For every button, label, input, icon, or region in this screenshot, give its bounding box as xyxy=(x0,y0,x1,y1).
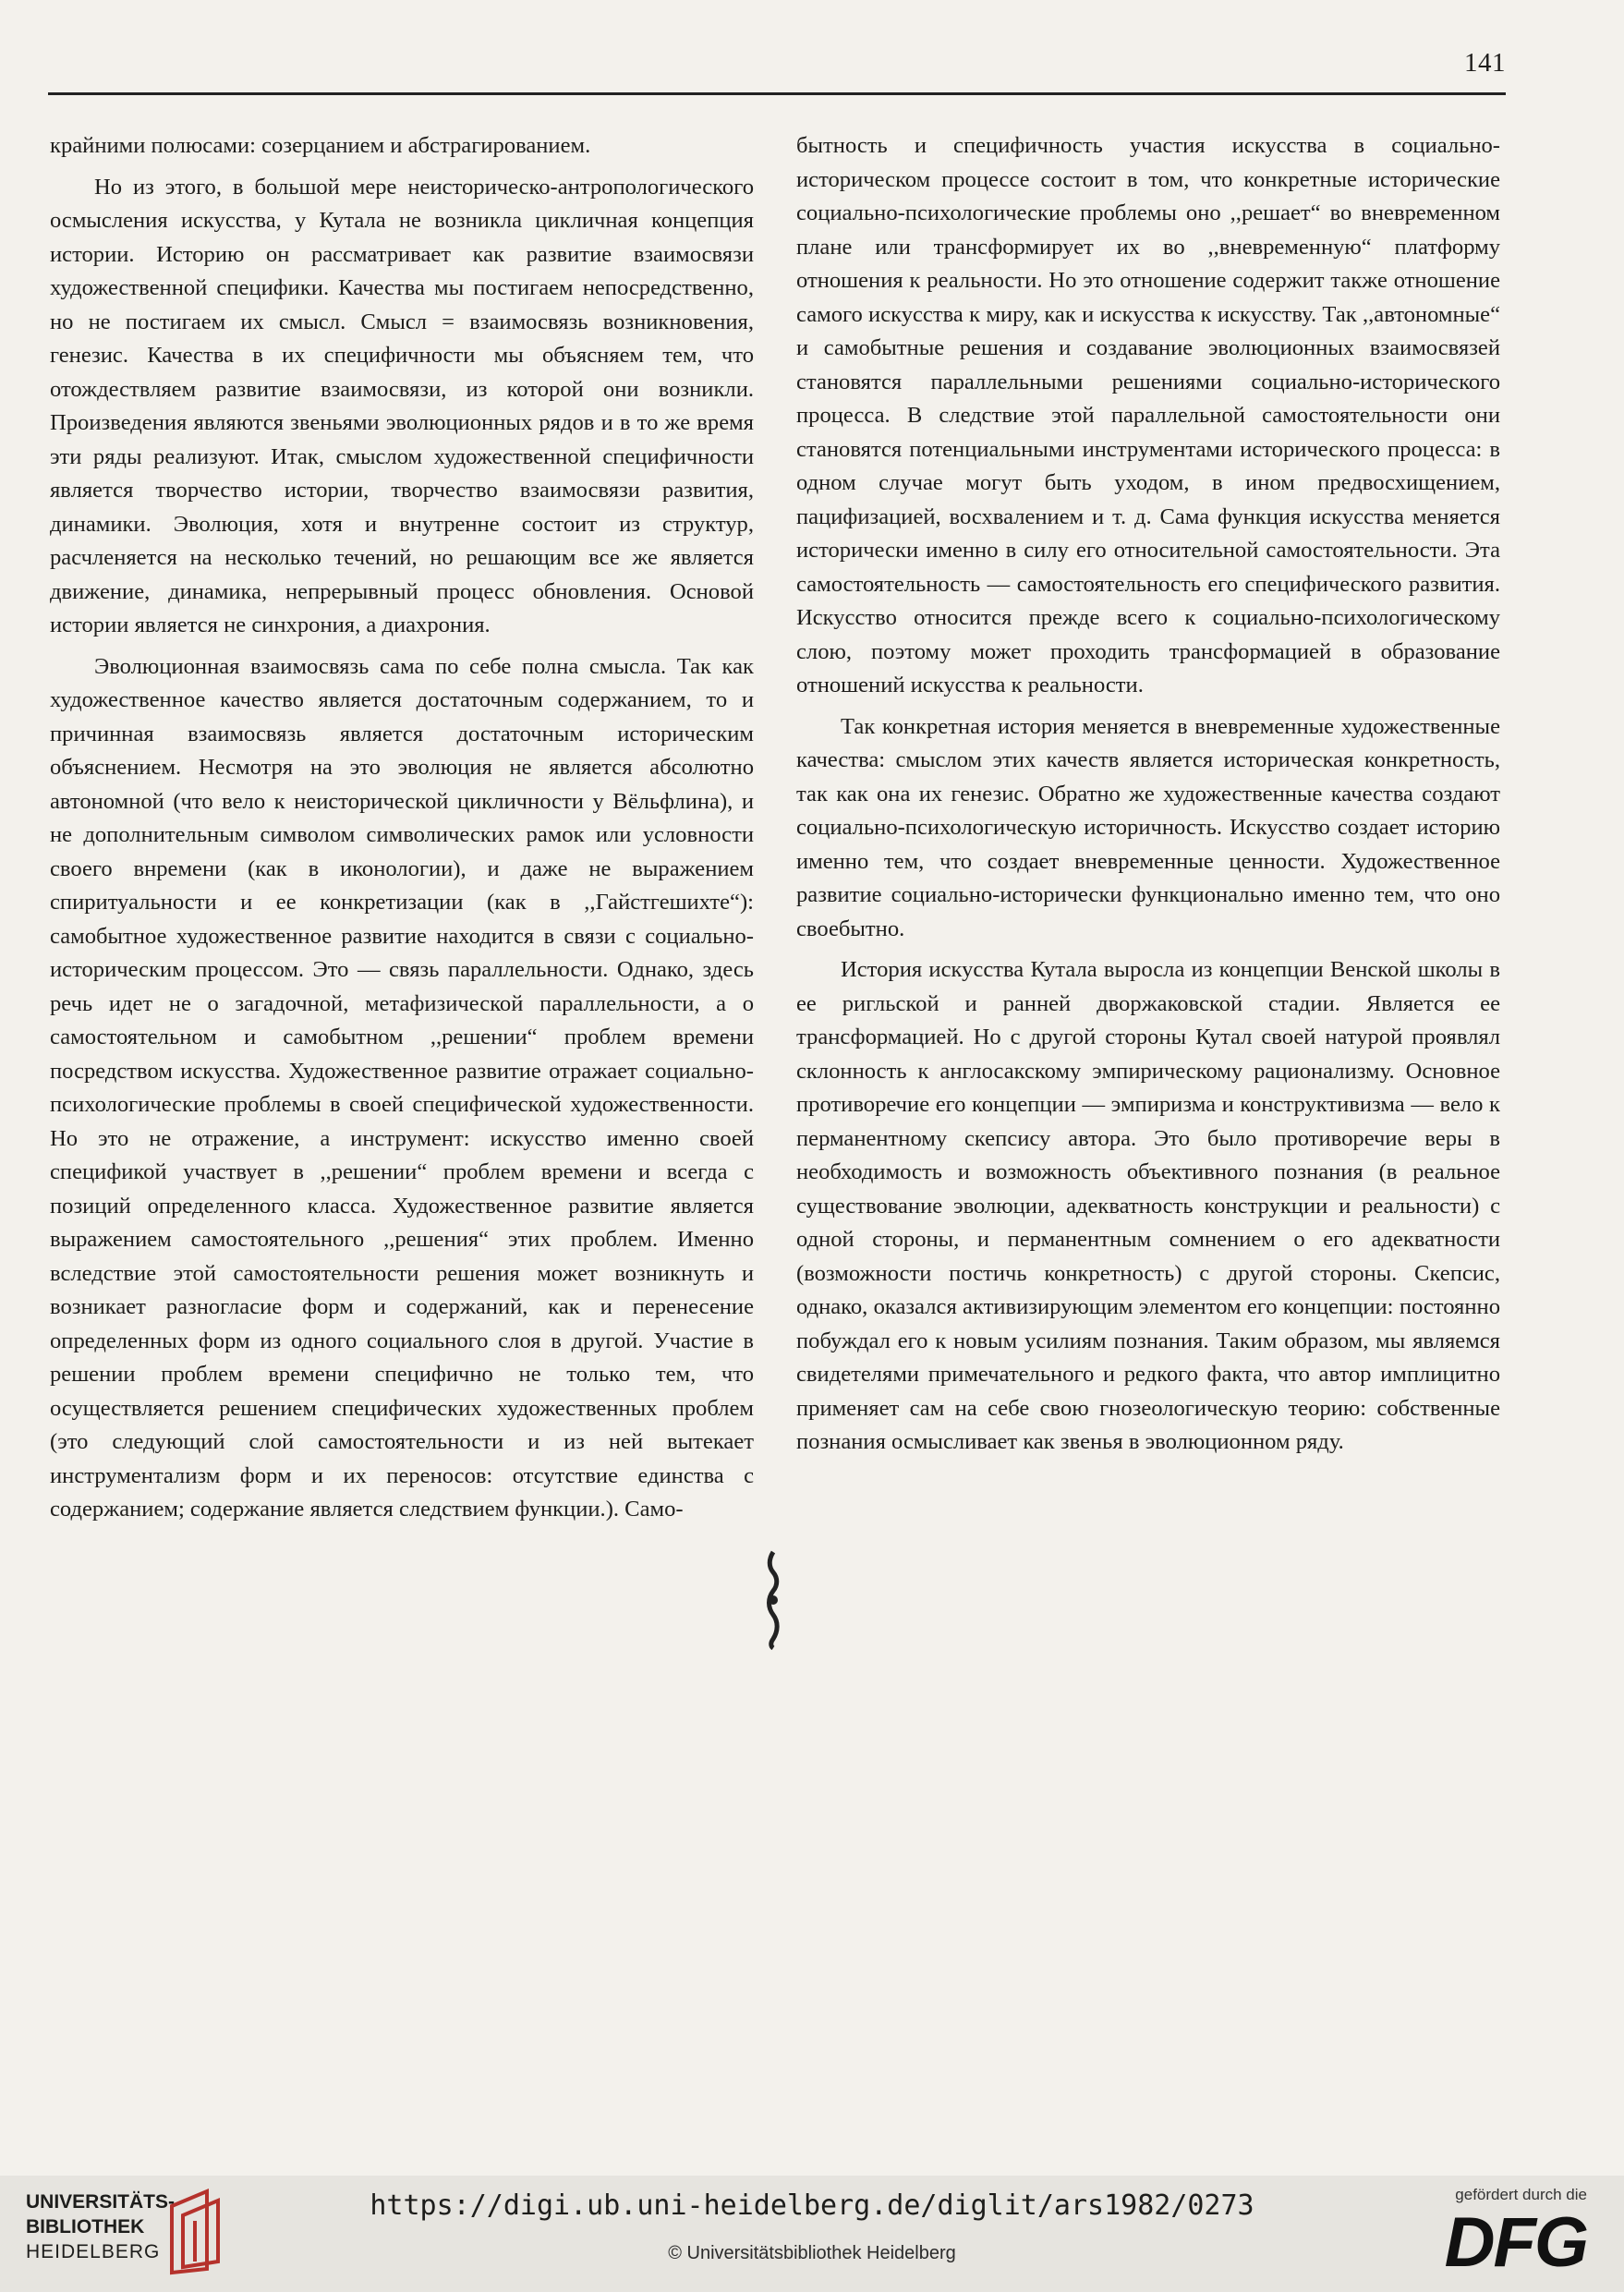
right-column xyxy=(796,129,1500,1467)
paragraph: Так конкретная история меняется в вневременные художественные качества: смыслом этих качеств является историческая конкретность, так как она их генезис. Обратно же художественные качества создают социально-психологическую историчность. Искусство создает историю именно тем, что создает вневременные ценности. Художественное развитие социально-исторически функционально именно тем, что оно своебытно. xyxy=(796,713,1500,941)
library-line: BIBLIOTHEK xyxy=(26,2216,145,2237)
page-number: 141 xyxy=(1464,48,1506,78)
paragraph: История искусства Кутала выросла из концепции Венской школы в ее ригльской и ранней дворжаковской стадии. Является ее трансформацией. Но с другой стороны Кутал своей натурой проявлял склонность к англосакскому эмпирическому рационализму. Основное противоречие его концепции — эмпиризма и конструктивизма — вело к перманентному скепсису автора. Это было противоречие веры в необходимость и возможность объективного познания (в реальное существование эволюции, адекватность конструкции и реальности) с одной стороны, и перманентным сомнением о его адекватности (возможности постичь конкретность) с другой стороны. Скепсис, однако, оказался активизирующим элементом его концепции: постоянно побуждал его к новым усилиям познания. Таким образом, мы являемся свидетелями примечательного и редкого факта, что автор имплицитно применяет сам на себе свою гнозеологическую теорию: собственные познания осмысливает как звенья в эволюционном ряду. xyxy=(796,957,1500,1454)
paragraph: бытность и специфичность участия искусства в социально-историческом процессе состоит в том, что конкретные исторические социально-психологические проблемы оно ,,решает“ во вневременном плане или трансформирует их во ,,вневременную“ платформу отношения к реальности. Но это отношение содержит также отношение самого искусства к миру, как и искусства к искусству. Так ,,автономные“ и самобытные решения и создавание эволюционных взаимосвязей становятся параллельными решениями социально-исторического процесса. В следствие этой параллельной самостоятельности они становятся потенциальными инструментами исторического процесса: в одном случае могут быть уходом, в ином предвосхищением, пацифизацией, восхвалением и т. д. Сама функция искусства меняется исторически именно в силу его относительной самостоятельности. Эта самостоятельность — самостоятельность его специфического развития. Искусство относится прежде всего к социально-психологическому слою, поэтому может проходить трансформацией в образование отношений искусства к реальности. xyxy=(796,133,1500,697)
header-rule xyxy=(48,92,1506,95)
paragraph: Эволюционная взаимосвязь сама по себе полна смысла. Так как художественное качество является достаточным содержанием, то и причинная взаимосвязь является достаточным историческим объяснением. Несмотря на это эволюция не является абсолютно автономной (что вело к неисторической цикличности у Вёльфлина), и не дополнительным символом символических рамок или условности своего внремени (как в иконологии), и даже не выражением спиритуальности и ее конкретизации (как в ,,Гайстгешихте“): самобытное художественное развитие находится в связи с социально-историческим процессом. Это — связь параллельности. Однако, здесь речь идет не о загадочной, метафизической параллельности, а о самостоятельном и самобытном ,,решении“ проблем времени посредством искусства. Художественное развитие отражает социально-психологические проблемы в своей специфической художественности. Но это не отражение, а инструмент: искусство именно своей спецификой участвует в ,,решении“ проблем времени и всегда с позиций определенного класса. Художественное развитие является выражением самостоятельного ,,решения“ этих проблем. Именно вследствие этой самостоятельности решения может возникнуть и возникает разногласие форм и содержаний, как и перенесение определенных форм из одного социального слоя в другой. Участие в решении проблем времени специфично не только тем, что осуществляется решением специфических художественных проблем (это следующий слой самостоятельности и из ней вытекает инструментализм форм и их переносов: отсутствие единства с содержанием; содержание является следствием функции.). Само- xyxy=(50,653,754,1522)
funding-note: gefördert durch die xyxy=(1455,2186,1587,2203)
document-url[interactable]: https://digi.ub.uni-heidelberg.de/diglit/ars1982/0273 xyxy=(370,2189,1254,2222)
library-line: HEIDELBERG xyxy=(26,2241,161,2262)
left-column xyxy=(50,129,754,1534)
paragraph: Но из этого, в большой мере неисторическо-антропологического осмысления искусства, у Кутала не возникла цикличная концепция истории. Историю он рассматривает как развитие взаимосвязи художественной специфики. Качества мы постигаем непосредственно, но не постигаем их смысл. Смысл = взаимосвязь возникновения, генезис. Качества в их специфичности мы объясняем тем, что отождествляем развитие взаимосвязи, из которой они возникли. Произведения являются звеньями эволюционных рядов и в то же время эти ряды реализуют. Итак, смыслом художественной специфичности является творчество истории, творчество взаимосвязи развития, динамики. Эволюция, хотя и внутренне состоит из структур, расчленяется на несколько течений, но решающим все же является движение, динамика, непрерывный процесс обновления. Основой истории является не синхрония, а диахрония. xyxy=(50,174,754,637)
copyright-note: © Universitätsbibliothek Heidelberg xyxy=(668,2243,956,2263)
library-line: UNIVERSITÄTS- xyxy=(26,2191,176,2213)
binding-clasp-mark xyxy=(763,1550,783,1650)
dfg-logo: DFG xyxy=(1444,2203,1587,2282)
paragraph: крайними полюсами: созерцанием и абстрагированием. xyxy=(50,133,591,158)
